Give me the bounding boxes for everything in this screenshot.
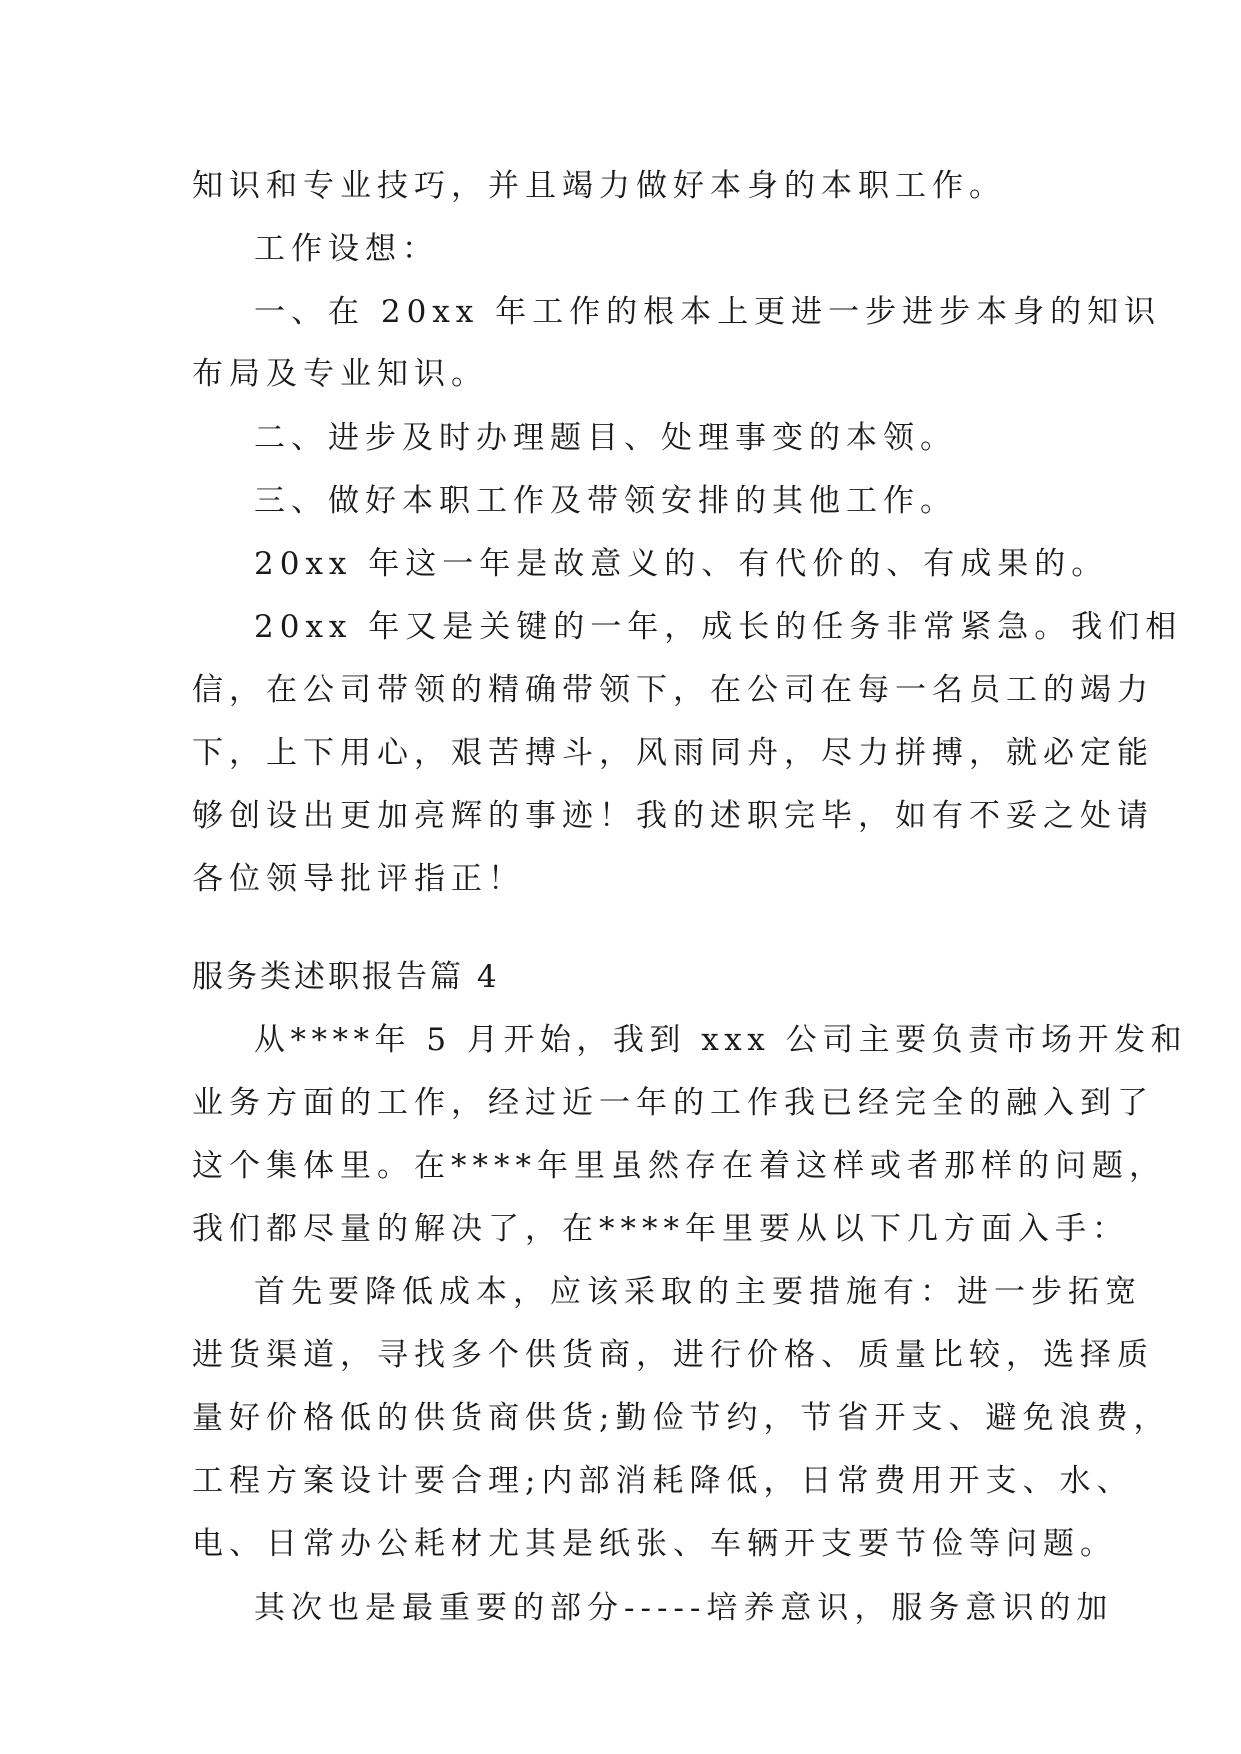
paragraph-line: 进货渠道，寻找多个供货商，进行价格、质量比较，选择质 <box>192 1337 1154 1373</box>
plan-item-2: 二、进步及时办理题目、处理事变的本领。 <box>254 420 957 456</box>
paragraph-line: 我们都尽量的解决了，在****年里要从以下几方面入手： <box>192 1211 1129 1247</box>
closing-paragraph-line: 够创设出更加亮辉的事迹！我的述职完毕，如有不妥之处请 <box>192 798 1154 834</box>
paragraph-line: 量好价格低的供货商供货;勤俭节约，节省开支、避免浪费， <box>192 1400 1171 1436</box>
paragraph-line: 工程方案设计要合理;内部消耗降低，日常费用开支、水、 <box>192 1463 1134 1499</box>
paragraph-line: 从****年 5 月开始，我到 xxx 公司主要负责市场开发和 <box>254 1022 1188 1058</box>
plan-item-1-continued: 布局及专业知识。 <box>192 356 488 392</box>
paragraph-line: 这个集体里。在****年里虽然存在着这样或者那样的问题， <box>192 1148 1166 1184</box>
plan-heading: 工作设想： <box>254 231 439 267</box>
closing-paragraph-line: 20xx 年又是关键的一年，成长的任务非常紧急。我们相 <box>254 609 1183 645</box>
closing-paragraph-line: 下，上下用心，艰苦搏斗，风雨同舟，尽力拼搏，就必定能 <box>192 735 1154 771</box>
closing-paragraph-line: 信，在公司带领的精确带领下，在公司在每一名员工的竭力 <box>192 672 1154 708</box>
section-title: 服务类述职报告篇 4 <box>192 959 500 995</box>
summary-line: 20xx 年这一年是故意义的、有代价的、有成果的。 <box>254 546 1109 582</box>
plan-item-3: 三、做好本职工作及带领安排的其他工作。 <box>254 483 957 519</box>
paragraph-line: 业务方面的工作，经过近一年的工作我已经完全的融入到了 <box>192 1085 1154 1121</box>
closing-paragraph-line: 各位领导批评指正！ <box>192 861 525 897</box>
plan-item-1: 一、在 20xx 年工作的根本上更进一步进步本身的知识 <box>254 294 1162 330</box>
paragraph-line: 其次也是最重要的部分-----培养意识，服务意识的加 <box>254 1590 1114 1626</box>
paragraph-line: 电、日常办公耗材尤其是纸张、车辆开支要节俭等问题。 <box>192 1526 1117 1562</box>
paragraph-line: 首先要降低成本，应该采取的主要措施有：进一步拓宽 <box>254 1274 1142 1310</box>
body-text-line: 知识和专业技巧，并且竭力做好本身的本职工作。 <box>192 168 1006 204</box>
